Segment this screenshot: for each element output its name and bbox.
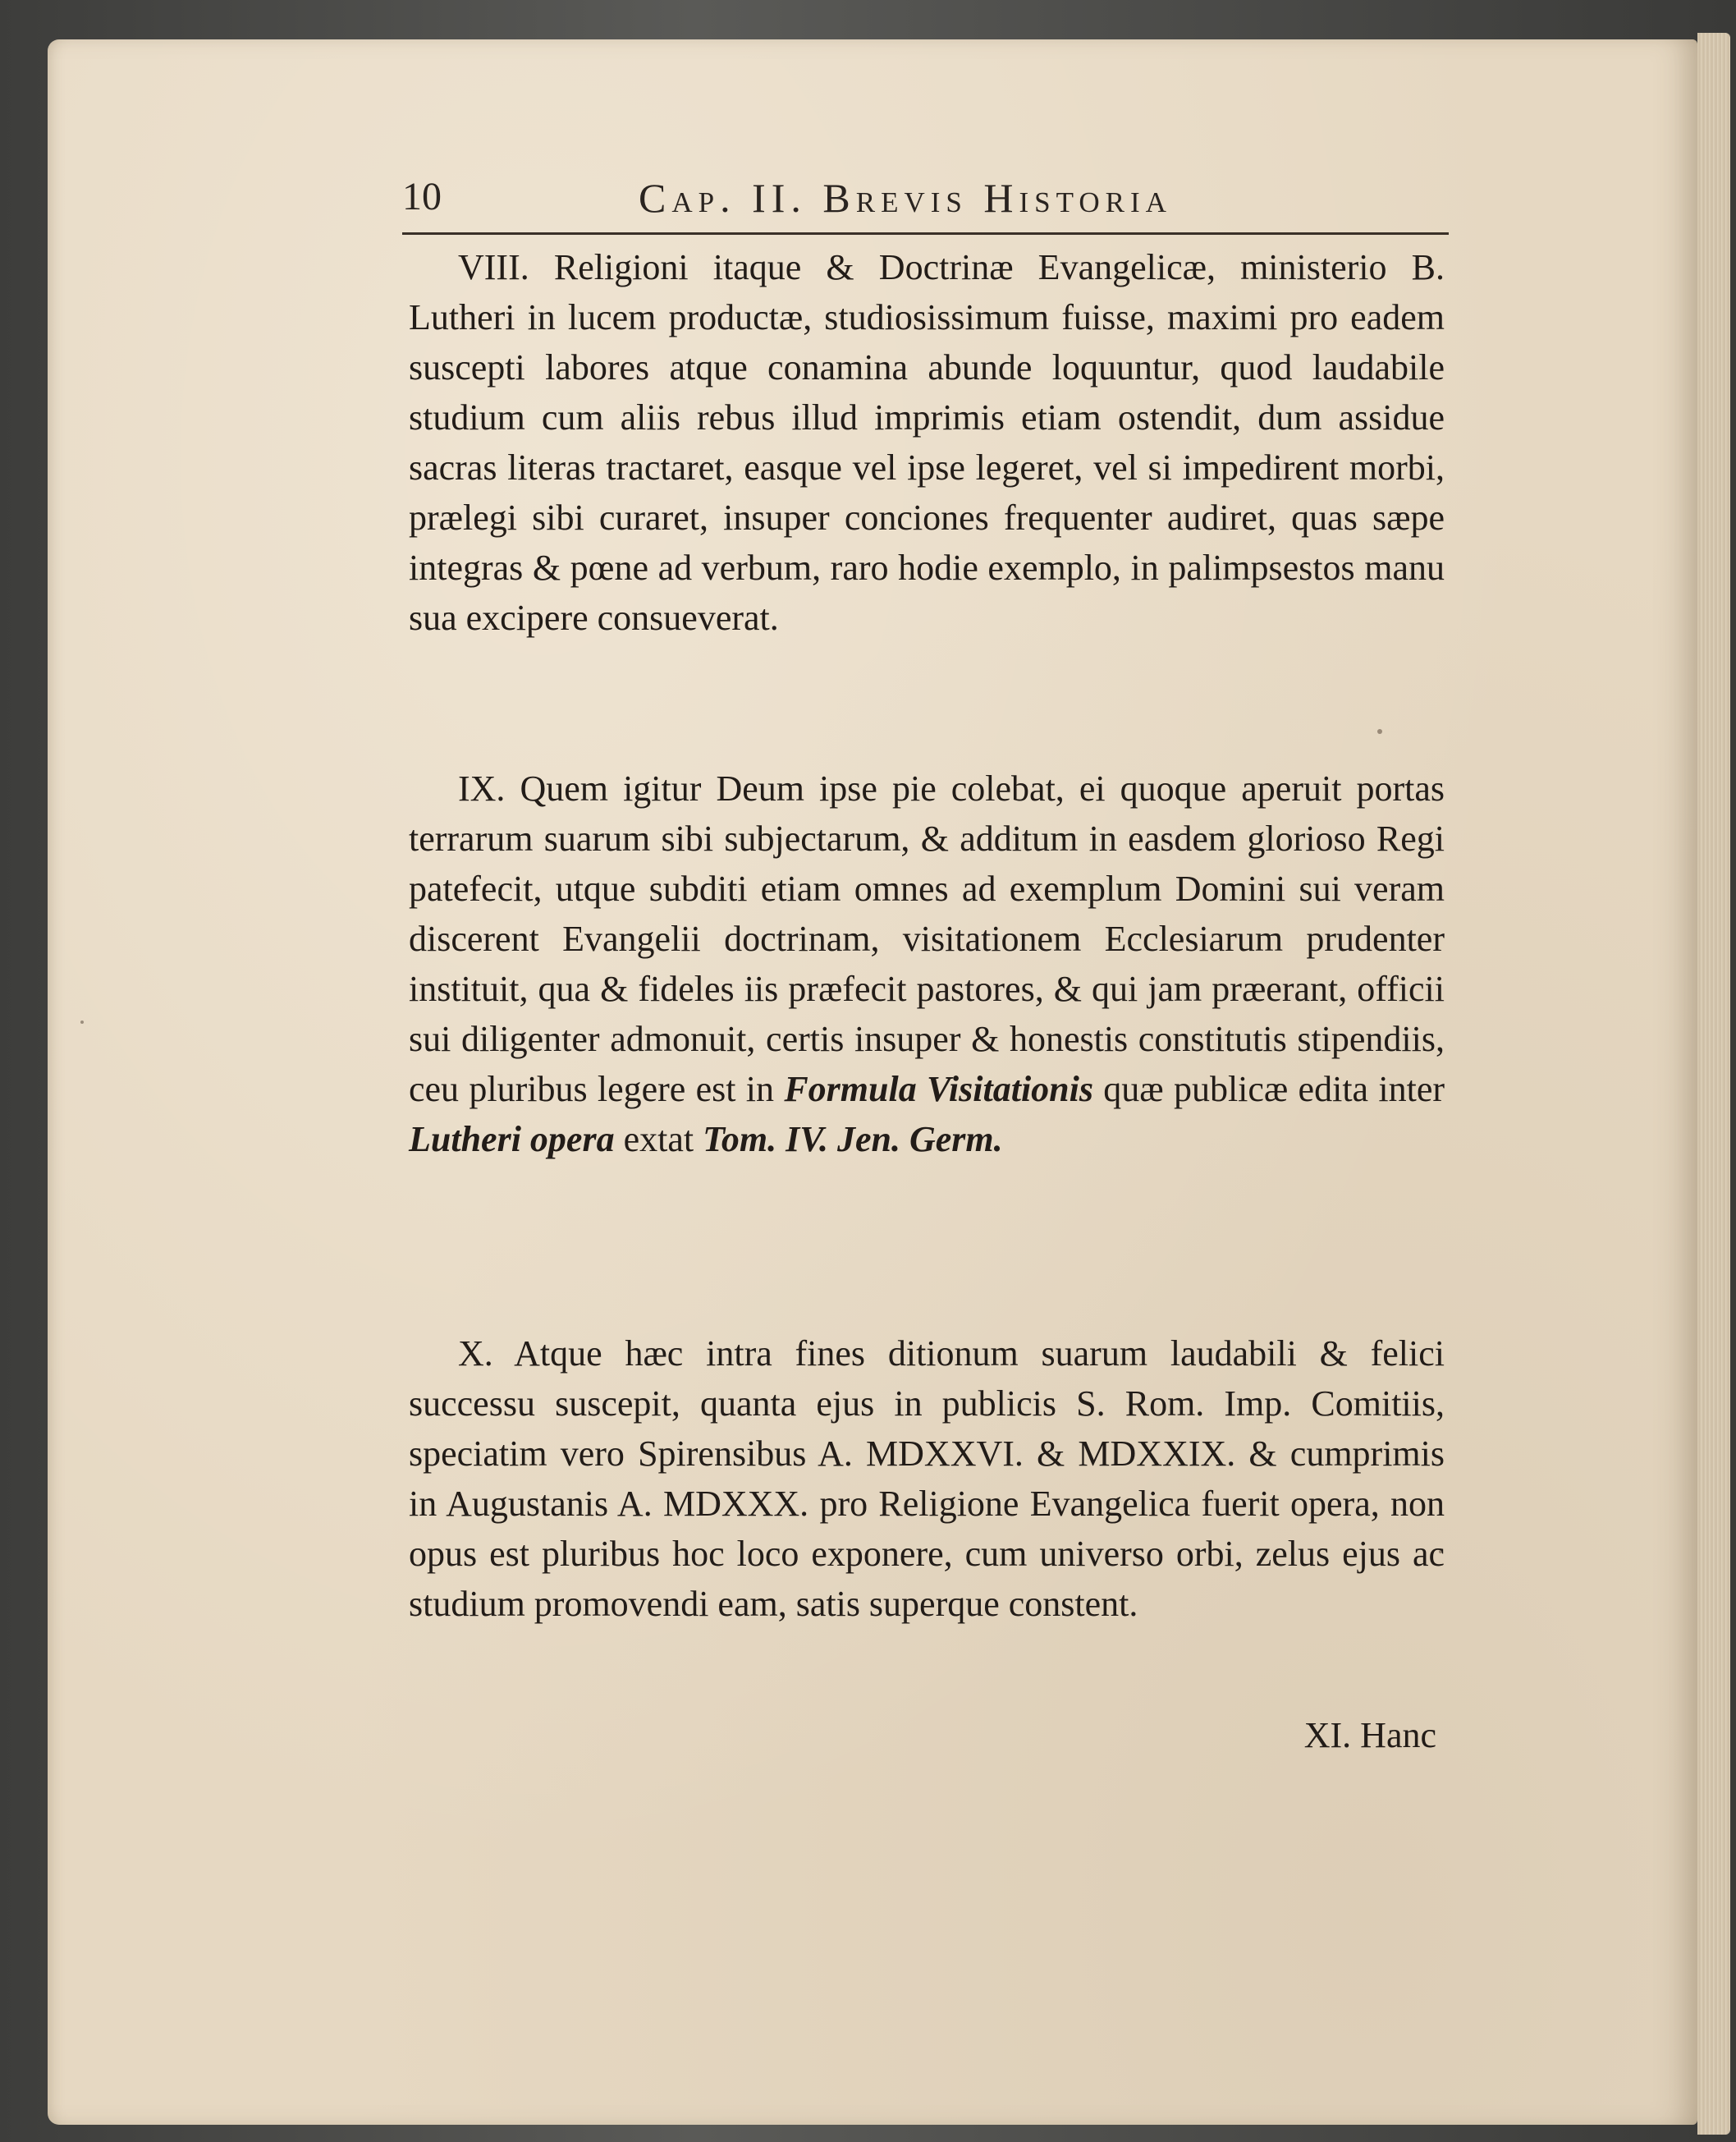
paragraph-ix-after: extat: [623, 1119, 694, 1159]
reference-tome: Tom. IV. Jen. Germ.: [703, 1119, 1003, 1159]
paragraph-viii: VIII. Religioni itaque & Doctrinæ Evangelicæ, ministerio B. Lutheri in lucem productæ, studiosissimum fuisse, maximi pro eadem suscepti labores atque conamina abunde loquuntur, quod laudabile studium cum aliis rebus illud imprimis etiam ostendit, dum assidue sacras literas tractaret, easque vel ipse legeret, vel si impedirent morbi, prælegi sibi curaret, insuper conciones frequenter audiret, quas sæpe integras & pœne ad verbum, raro hodie exemplo, in palimpsestos manu sua excipere consueverat.: [409, 247, 1445, 638]
page-number: 10: [402, 175, 442, 218]
paragraph-ix-mid: quæ publicæ edita inter: [1103, 1069, 1445, 1109]
paragraph-ix: [409, 764, 1445, 1164]
reference-formula-visitationis: Formula Visitationis: [784, 1069, 1093, 1109]
paper-speck: [1377, 729, 1382, 734]
running-head-title: Cap. II. Brevis Historia: [639, 175, 1172, 221]
paper-speck: [80, 1021, 84, 1024]
page-edges: [1697, 33, 1730, 2135]
reference-lutheri-opera: Lutheri opera: [409, 1119, 615, 1159]
paragraph-x: X. Atque hæc intra fines ditionum suarum laudabili & felici successu suscepit, quanta ejus in publicis S. Rom. Imp. Comitiis, speciatim vero Spirensibus A. MDXXVI. & MDXXIX. & cumprimis in Augustanis A. MDXXX. pro Religione Evangelica fuerit opera, non opus est pluribus hoc loco exponere, cum universo orbi, zelus ejus ac studium promovendi eam, satis superque constent.: [409, 1333, 1445, 1624]
catchword: XI. Hanc: [1303, 1715, 1436, 1755]
header-rule: [402, 232, 1449, 235]
paragraph-ix-text: IX. Quem igitur Deum ipse pie colebat, ei quoque aperuit portas terrarum suarum sibi subjectarum, & additum in easdem glorioso Regi patefecit, utque subditi etiam omnes ad exemplum Domini sui veram discerent Evangelii doctrinam, visitationem Ecclesiarum prudenter instituit, qua & fideles iis præfecit pastores, & qui jam præerant, officii sui diligenter admonuit, certis insuper & honestis constitutis stipendiis, ceu pluribus legere est in: [409, 768, 1445, 1109]
